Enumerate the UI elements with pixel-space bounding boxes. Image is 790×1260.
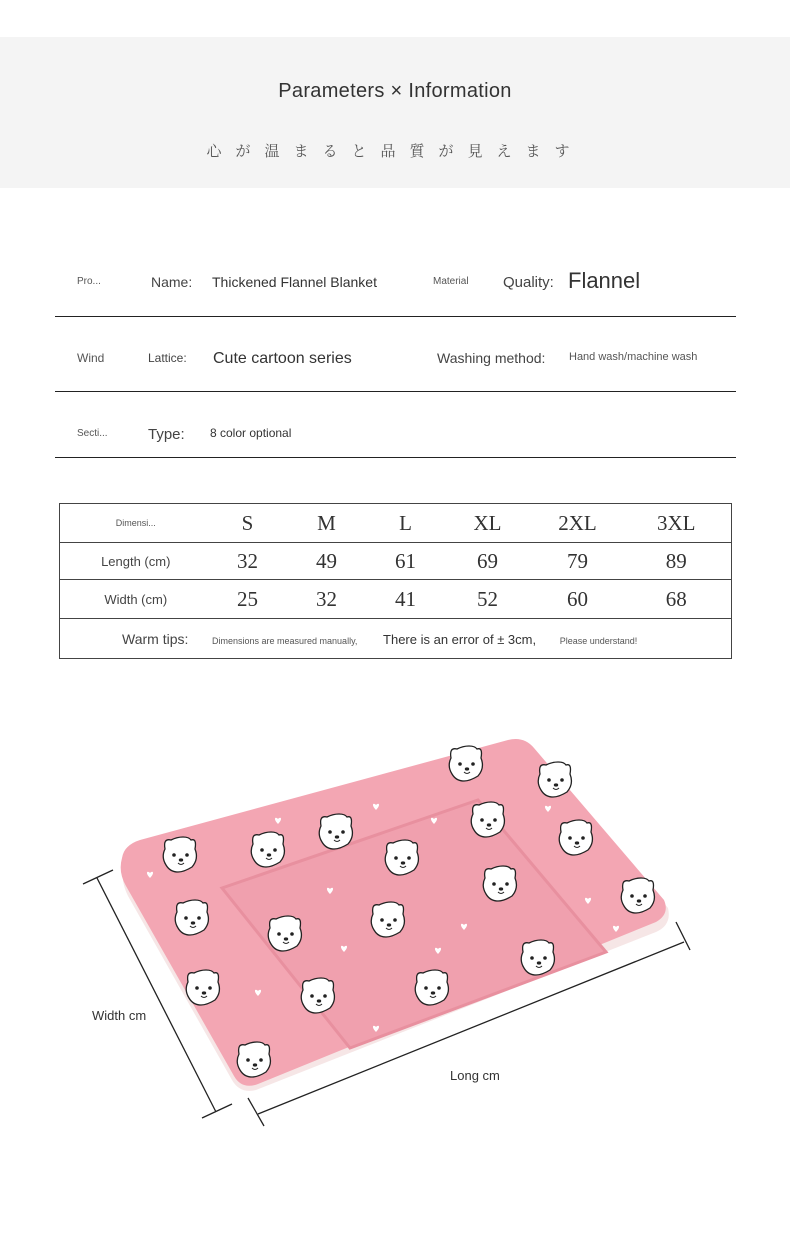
row-label: Length (cm) [60, 543, 212, 580]
value-cell: 32 [284, 580, 370, 619]
tips-note-2: There is an error of ± 3cm, [383, 631, 537, 647]
divider [55, 316, 736, 317]
size-cell: XL [442, 504, 534, 543]
divider [55, 391, 736, 392]
size-header-row [60, 504, 732, 543]
width-label: Width cm [92, 1008, 147, 1023]
material-label: Material [433, 276, 469, 287]
section-title: Parameters × Information [278, 80, 512, 102]
long-label: Long cm [450, 1068, 500, 1083]
tips-note-1: Dimensions are measured manually, [212, 635, 358, 646]
quality-label: Quality: [503, 274, 554, 291]
tips-label: Warm tips: [122, 630, 189, 647]
row-abbr: Secti... [77, 428, 108, 439]
lattice-value: Cute cartoon series [213, 350, 352, 367]
size-cell: M [284, 504, 370, 543]
type-label: Type: [148, 426, 185, 443]
header-banner [0, 37, 790, 188]
washing-label: Washing method: [437, 350, 546, 366]
value-cell: 52 [442, 580, 534, 619]
type-value: 8 color optional [210, 426, 292, 440]
row-abbr: Pro... [77, 276, 101, 287]
lattice-label: Lattice: [148, 351, 187, 365]
size-cell: 3XL [622, 504, 732, 543]
name-value: Thickened Flannel Blanket [212, 274, 377, 290]
size-cell: L [370, 504, 442, 543]
value-cell: 49 [284, 543, 370, 580]
tips-note-3: Please understand! [559, 635, 638, 646]
row-label: Width (cm) [60, 580, 212, 619]
value-cell: 68 [622, 580, 732, 619]
value-cell: 25 [212, 580, 284, 619]
size-table [59, 503, 732, 659]
value-cell: 60 [534, 580, 622, 619]
value-cell: 69 [442, 543, 534, 580]
washing-value: Hand wash/machine wash [569, 351, 698, 363]
size-cell: S [212, 504, 284, 543]
name-label: Name: [151, 274, 193, 290]
length-row [60, 543, 732, 580]
value-cell: 61 [370, 543, 442, 580]
size-cell: 2XL [534, 504, 622, 543]
row-abbr: Wind [77, 351, 105, 365]
value-cell: 79 [534, 543, 622, 580]
value-cell: 89 [622, 543, 732, 580]
value-cell: 32 [212, 543, 284, 580]
divider [55, 457, 736, 458]
width-row [60, 580, 732, 619]
blanket-illustration [0, 700, 790, 1160]
value-cell: 41 [370, 580, 442, 619]
section-subtitle: 心が温まると品質が見えます [206, 142, 584, 160]
quality-value: Flannel [568, 268, 641, 293]
tips-row [60, 619, 732, 659]
dimension-header: Dimensi... [60, 504, 212, 543]
